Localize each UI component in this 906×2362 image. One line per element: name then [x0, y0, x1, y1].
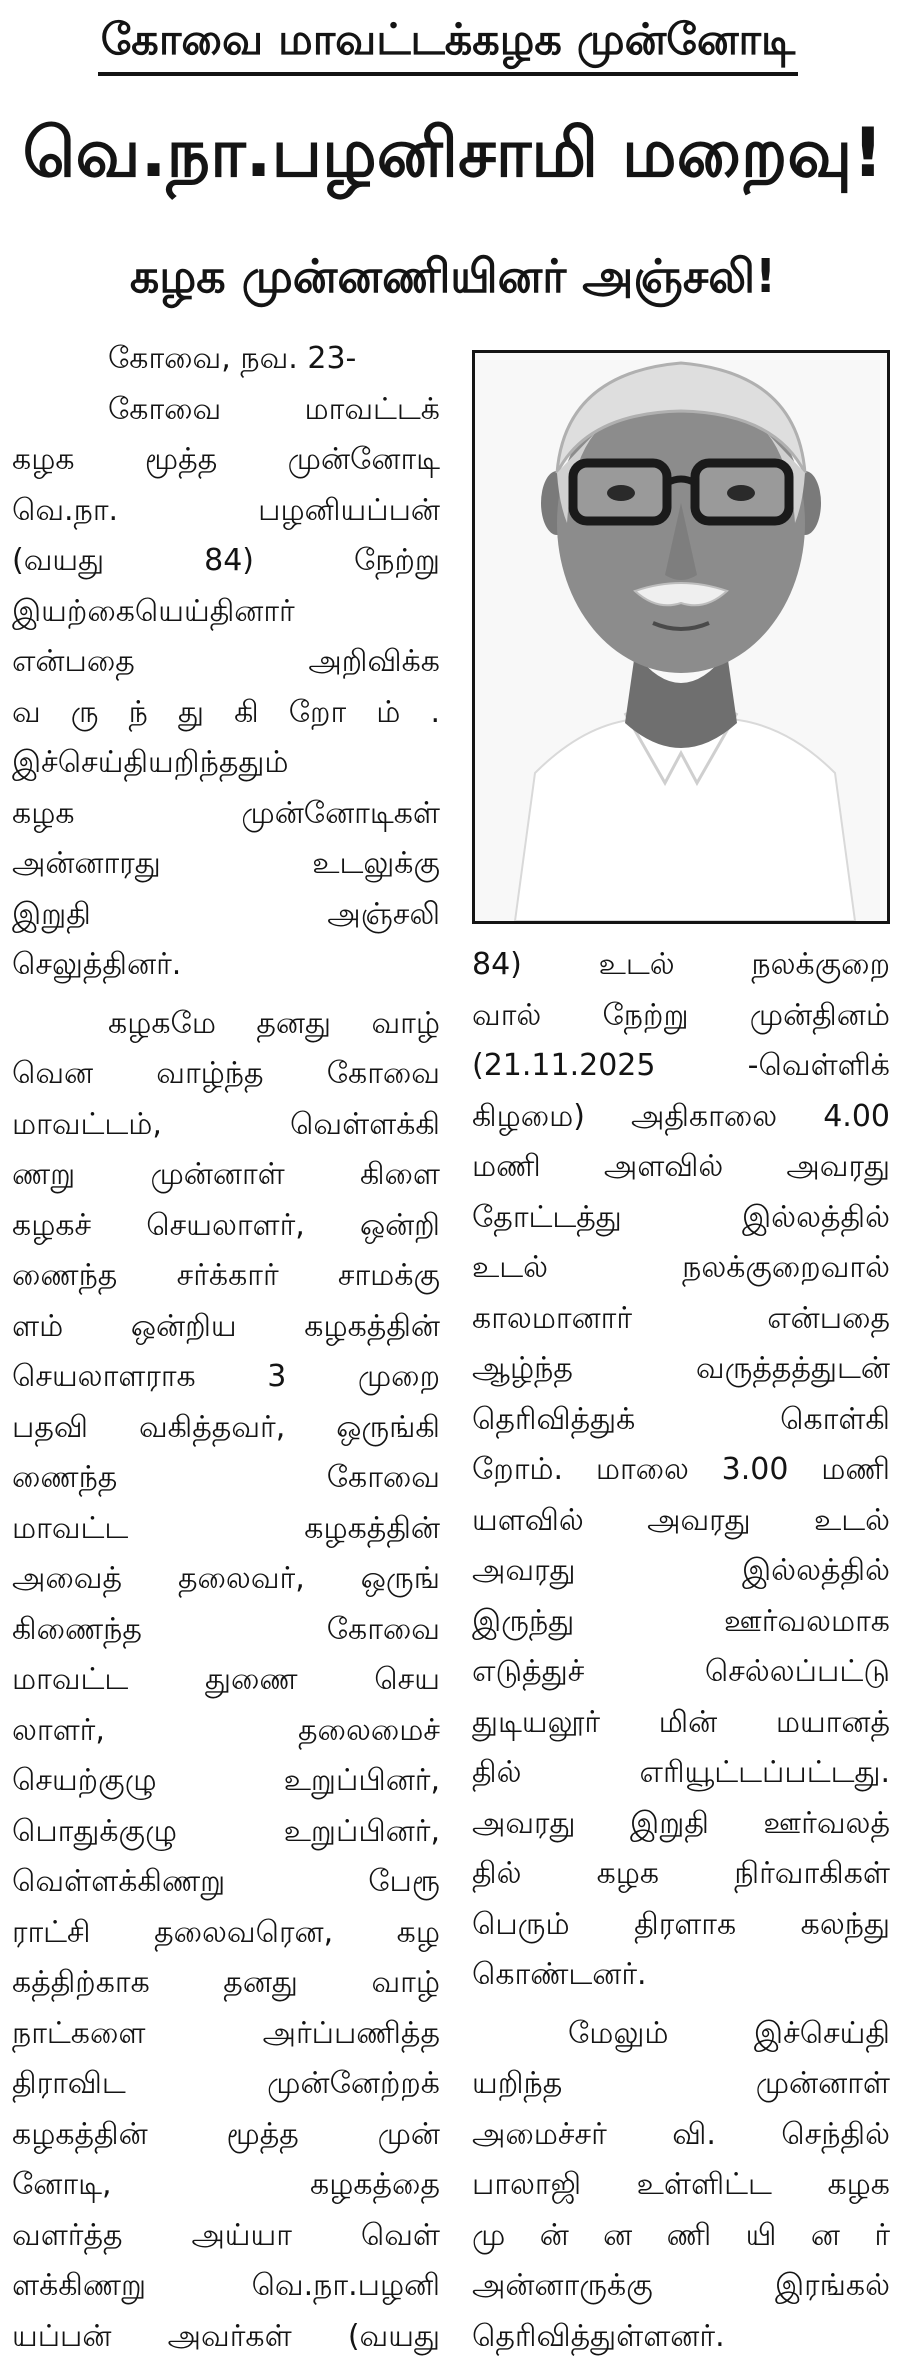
body-line: கொண்டனர்.: [472, 1950, 890, 2001]
body-line: கழகச் செயலாளர், ஒன்றி: [12, 1201, 440, 1252]
body-line: வெ.நா. பழனியப்பன்: [12, 486, 440, 537]
body-line: காலமானார் என்பதை: [472, 1294, 890, 1345]
body-line: எடுத்துச் செல்லப்பட்டு: [472, 1647, 890, 1698]
body-line: கழக மூத்த முன்னோடி: [12, 435, 440, 486]
headline: வெ.நா.பழனிசாமி மறைவு!: [0, 104, 906, 204]
body-line: வ ரு ந் து கி றோ ம் .: [12, 688, 440, 739]
body-line: செயற்குழு உறுப்பினர்,: [12, 1756, 440, 1807]
body-line: தில் கழக நிர்வாகிகள்: [472, 1849, 890, 1900]
body-line: செலுத்தினர்.: [12, 940, 440, 991]
body-line: பதவி வகித்தவர், ஒருங்கி: [12, 1403, 440, 1454]
body-line: பாலாஜி உள்ளிட்ட கழக: [472, 2160, 890, 2211]
body-line: என்பதை அறிவிக்க: [12, 637, 440, 688]
body-line: ஆழ்ந்த வருத்தத்துடன்: [472, 1344, 890, 1395]
body-line: அவரது இல்லத்தில்: [472, 1546, 890, 1597]
body-line: கிழமை) அதிகாலை 4.00: [472, 1092, 890, 1143]
article-column-2: [472, 940, 890, 2362]
body-line: லாளர், தலைமைச்: [12, 1706, 440, 1757]
body-line: வால் நேற்று முன்தினம்: [472, 991, 890, 1042]
body-line: ணைந்த கோவை: [12, 1453, 440, 1504]
body-line: திராவிட முன்னேற்றக்: [12, 2059, 440, 2110]
body-line: இருந்து ஊர்வலமாக: [472, 1597, 890, 1648]
body-line: செயலாளராக 3 முறை: [12, 1352, 440, 1403]
body-line: மாவட்ட கழகத்தின்: [12, 1504, 440, 1555]
body-line: ராட்சி தலைவரென, கழ: [12, 1908, 440, 1959]
body-line: மாவட்ட துணை செய: [12, 1655, 440, 1706]
body-line: 84) உடல் நலக்குறை: [472, 940, 890, 991]
body-line: ணைந்த சர்க்கார் சாமக்கு: [12, 1251, 440, 1302]
body-line: நாட்களை அர்ப்பணித்த: [12, 2009, 440, 2060]
body-line: அவைத் தலைவர், ஒருங்: [12, 1554, 440, 1605]
body-line: ளக்கிணறு வெ.நா.பழனி: [12, 2261, 440, 2312]
body-line: இச்செய்தியறிந்ததும்: [12, 738, 440, 789]
body-line: அவரது இறுதி ஊர்வலத்: [472, 1799, 890, 1850]
body-line: யறிந்த முன்னாள்: [472, 2059, 890, 2110]
body-line: கழகமே தனது வாழ்: [12, 999, 440, 1050]
body-line: னோடி, கழகத்தை: [12, 2160, 440, 2211]
dateline: கோவை, நவ. 23-: [12, 334, 440, 385]
body-line: கழகத்தின் மூத்த முன்: [12, 2110, 440, 2161]
body-line: மணி அளவில் அவரது: [472, 1142, 890, 1193]
body-line: ணறு முன்னாள் கிளை: [12, 1150, 440, 1201]
body-line: மு ன் ன ணி யி ன ர்: [472, 2211, 890, 2262]
body-line: கிணைந்த கோவை: [12, 1605, 440, 1656]
body-line: (21.11.2025 -வெள்ளிக்: [472, 1041, 890, 1092]
body-line: துடியலூர் மின் மயானத்: [472, 1698, 890, 1749]
body-line: தெரிவித்துக் கொள்கி: [472, 1395, 890, 1446]
subheadline: கழக முன்னணியினர் அஞ்சலி!: [0, 236, 906, 316]
body-line: யப்பன் அவர்கள் (வயது: [12, 2312, 440, 2362]
body-line: மேலும் இச்செய்தி: [472, 2009, 890, 2060]
body-line: தில் எரியூட்டப்பட்டது.: [472, 1748, 890, 1799]
body-line: கோவை மாவட்டக்: [12, 385, 440, 436]
kicker-heading: கோவை மாவட்டக்கழக முன்னோடி: [98, 8, 798, 76]
body-line: வளர்த்த அய்யா வெள்: [12, 2211, 440, 2262]
body-line: கழக முன்னோடிகள்: [12, 789, 440, 840]
body-line: வெள்ளக்கிணறு பேரூ: [12, 1857, 440, 1908]
portrait-illustration: [475, 353, 887, 921]
body-line: தோட்டத்து இல்லத்தில்: [472, 1193, 890, 1244]
body-line: ளம் ஒன்றிய கழகத்தின்: [12, 1302, 440, 1353]
body-line: வென வாழ்ந்த கோவை: [12, 1049, 440, 1100]
article-column-1: [12, 334, 440, 2362]
body-line: இறுதி அஞ்சலி: [12, 890, 440, 941]
body-line: றோம். மாலை 3.00 மணி: [472, 1445, 890, 1496]
body-line: தெரிவித்துள்ளனர்.: [472, 2312, 890, 2362]
body-line: இயற்கையெய்தினார்: [12, 587, 440, 638]
body-line: அன்னாருக்கு இரங்கல்: [472, 2261, 890, 2312]
body-line: பொதுக்குழு உறுப்பினர்,: [12, 1807, 440, 1858]
body-line: அன்னாரது உடலுக்கு: [12, 839, 440, 890]
body-line: யளவில் அவரது உடல்: [472, 1496, 890, 1547]
body-line: மாவட்டம், வெள்ளக்கி: [12, 1100, 440, 1151]
body-line: உடல் நலக்குறைவால்: [472, 1243, 890, 1294]
body-line: (வயது 84) நேற்று: [12, 536, 440, 587]
portrait-photo: [472, 350, 890, 924]
body-line: அமைச்சர் வி. செந்தில்: [472, 2110, 890, 2161]
body-line: கத்திற்காக தனது வாழ்: [12, 1958, 440, 2009]
body-line: பெரும் திரளாக கலந்து: [472, 1900, 890, 1951]
